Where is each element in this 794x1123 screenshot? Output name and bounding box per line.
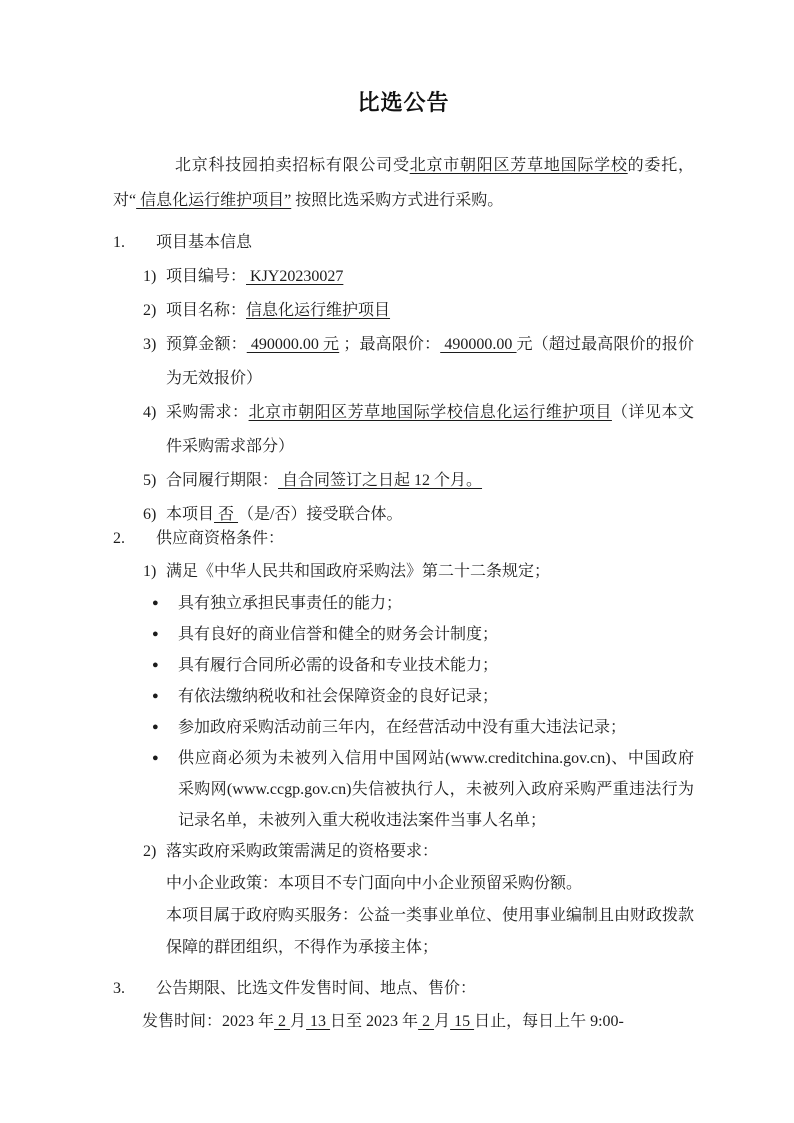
item-project-name xyxy=(143,294,694,328)
bullet-icon: ● xyxy=(152,752,159,764)
project-number-value: KJY20230027 xyxy=(246,268,344,285)
item-marker: 2) xyxy=(143,843,157,860)
intro-lead: 北京科技园拍卖招标有限公司受 xyxy=(175,157,410,174)
section1-heading xyxy=(113,226,694,260)
sale-time-text: 月 xyxy=(290,1013,307,1030)
bullet-icon: ● xyxy=(152,628,159,640)
qualification-bullet xyxy=(152,712,694,743)
bullet-icon: ● xyxy=(152,597,159,609)
item-marker: 4) xyxy=(143,404,157,421)
document-content xyxy=(113,87,694,1038)
sale-end-month: 2 xyxy=(418,1013,435,1030)
qualification-bullet xyxy=(152,619,694,650)
bullet-icon: ● xyxy=(152,690,159,702)
quote-open: “ xyxy=(129,192,137,209)
qualification-bullet xyxy=(152,743,694,836)
item-qualification-law xyxy=(143,556,694,588)
demand-note: （详见本文件采购需求部分） xyxy=(166,404,694,455)
sale-time-text: 2023 年 xyxy=(222,1013,275,1030)
item-marker: 3) xyxy=(143,336,157,353)
qualification-bullet xyxy=(152,681,694,712)
max-price-value: 490000.00 xyxy=(440,336,517,353)
qualification-text: 参加政府采购活动前三年内，在经营活动中没有重大违法记录； xyxy=(178,719,627,736)
qualification-text: 具有良好的商业信誉和健全的财务会计制度； xyxy=(178,626,499,643)
sale-time-paragraph xyxy=(142,1006,694,1038)
contract-period-label: 合同履行期限： xyxy=(166,472,279,489)
qualification-text: 供应商必须为未被列入信用中国网站(www.creditchina.gov.cn)、中国政府采购网(www.ccgp.gov.cn)失信被执行人，未被列入政府采购严重违法行为记录名单，未被列入重大税收违法案件当事人名单； xyxy=(178,750,694,829)
section1-title: 项目基本信息 xyxy=(156,234,253,251)
budget-label: 预算金额： xyxy=(166,336,247,353)
document-title: 比选公告 xyxy=(357,90,450,115)
item-project-number xyxy=(143,260,694,294)
policy-gov-paragraph xyxy=(166,900,694,964)
qualification-text: 有依法缴纳税收和社会保障资金的良好记录； xyxy=(178,688,499,705)
section1-number: 1. xyxy=(113,234,125,251)
project-number-label: 项目编号： xyxy=(166,268,247,285)
section3-number: 3. xyxy=(113,980,125,997)
qualification-law-text: 满足《中华人民共和国政府采购法》第二十二条规定； xyxy=(166,563,551,580)
client-name: 北京市朝阳区芳草地国际学校 xyxy=(409,157,628,174)
demand-value: 北京市朝阳区芳草地国际学校信息化运行维护项目 xyxy=(248,404,612,421)
sale-start-day: 13 xyxy=(306,1013,331,1030)
item-budget xyxy=(143,328,694,396)
qualification-text: 具有独立承担民事责任的能力； xyxy=(178,595,403,612)
qualification-bullet xyxy=(152,588,694,619)
intro-after-client: 的委托，对 xyxy=(113,157,694,209)
section3-title: 公告期限、比选文件发售时间、地点、售价： xyxy=(156,980,477,997)
sale-start-month: 2 xyxy=(274,1013,291,1030)
sale-end-day: 15 xyxy=(450,1013,475,1030)
consortium-tail: （是/否）接受联合体。 xyxy=(238,506,403,523)
policy-requirements-text: 落实政府采购政策需满足的资格要求： xyxy=(166,843,439,860)
qualification-text: 具有履行合同所必需的设备和专业技术能力； xyxy=(178,657,499,674)
sale-time-text: 日止，每日上午 9:00- xyxy=(474,1013,624,1030)
section2-number: 2. xyxy=(113,530,125,547)
item-marker: 5) xyxy=(143,472,157,489)
section3-heading xyxy=(113,972,694,1006)
budget-note: 元（超过最高限价的报价为无效报价） xyxy=(166,336,694,387)
item-marker: 6) xyxy=(143,506,157,523)
item-contract-period xyxy=(143,464,694,498)
item-marker: 1) xyxy=(143,268,157,285)
item-consortium xyxy=(143,498,694,532)
demand-label: 采购需求： xyxy=(166,404,249,421)
intro-paragraph xyxy=(113,148,694,218)
max-price-label: ；最高限价： xyxy=(339,336,441,353)
bullet-icon: ● xyxy=(152,721,159,733)
item-marker: 1) xyxy=(143,563,157,580)
policy-gov-text: 本项目属于政府购买服务：公益一类事业单位、使用事业编制且由财政拨款保障的群团组织，不得作为承接主体； xyxy=(166,907,695,956)
policy-sme-paragraph xyxy=(166,868,694,900)
item-procurement-demand xyxy=(143,396,694,464)
project-name-value: 信息化运行维护项目 xyxy=(246,302,391,319)
sale-time-text: 日至 2023 年 xyxy=(330,1013,419,1030)
sale-time-text: 月 xyxy=(434,1013,451,1030)
contract-period-value: 自合同签订之日起 12 个月。 xyxy=(278,472,483,489)
intro-tail: 按照比选采购方式进行采购。 xyxy=(291,192,504,209)
item-marker: 2) xyxy=(143,302,157,319)
consortium-answer: 否 xyxy=(214,506,239,523)
section2-title: 供应商资格条件： xyxy=(156,530,285,547)
consortium-lead: 本项目 xyxy=(166,506,215,523)
sale-time-label: 发售时间： xyxy=(142,1013,223,1030)
policy-sme-text: 中小企业政策：本项目不专门面向中小企业预留采购份额。 xyxy=(166,875,583,892)
budget-value: 490000.00 元 xyxy=(246,336,340,353)
bullet-icon: ● xyxy=(152,659,159,671)
item-policy-requirements xyxy=(143,836,694,868)
project-name: 信息化运行维护项目” xyxy=(136,192,292,209)
qualification-bullet xyxy=(152,650,694,681)
project-name-label: 项目名称： xyxy=(166,302,247,319)
